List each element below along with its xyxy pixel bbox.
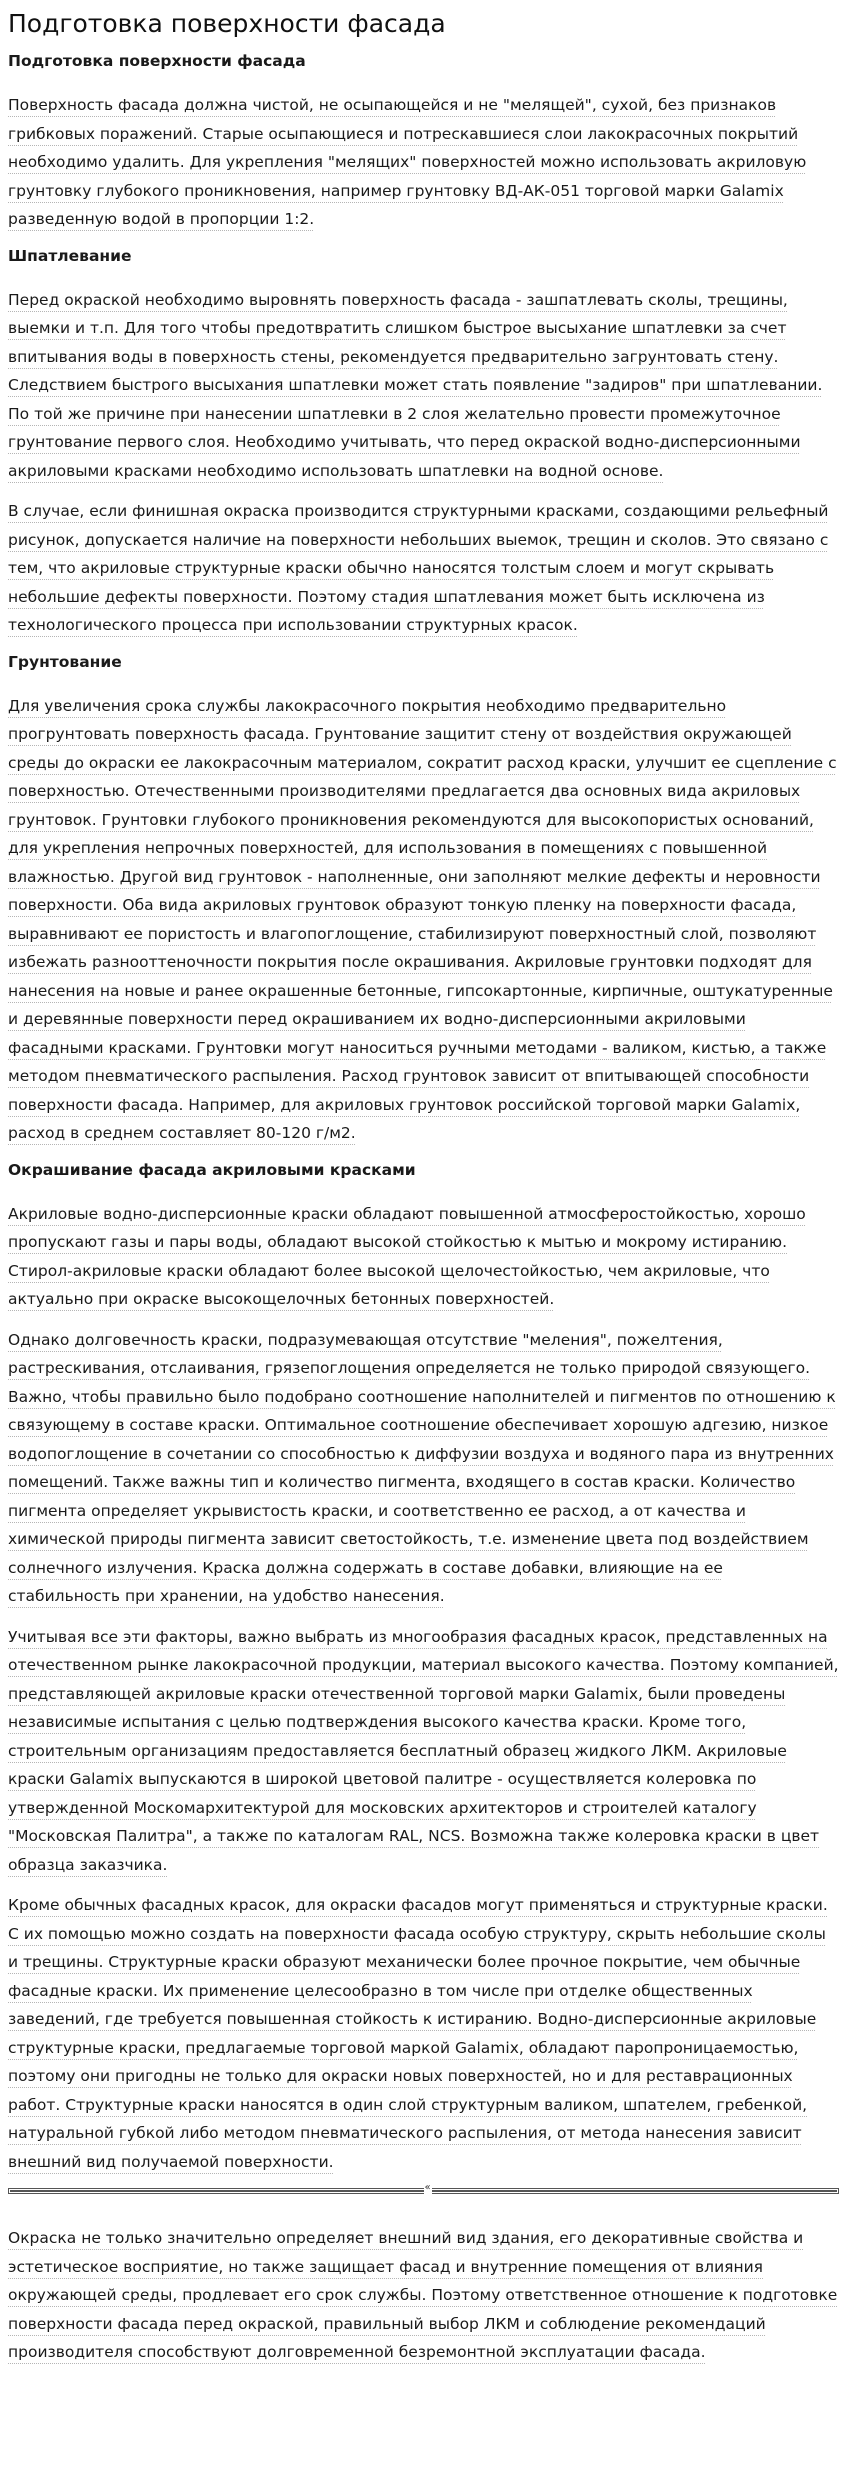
paragraph-text: Однако долговечность краски, подразумевающая отсутствие "меления", пожелтения, растрескивания, отслаивания, грязепоглощения определяется не только природой связующего. Важно, чтобы правильно было подобрано соотношение наполнителей и пигментов по отношению к связующему в составе краски. Оптимальное соотношение обеспечивает хорошую адгезию, низкое водопоглощение в сочетании со способностью к диффузии воздуха и водяного пара из внутренних помещений. Также важны тип и количество пигмента, входящего в состав краски. Количество пигмента определяет укрывистость краски, и соответственно ее расход, а от качества и химической природы пигмента зависит светостойкость, т.е. изменение цвета под воздействием солнечного излучения. Краска должна содержать в составе добавки, влияющие на ее стабильность при хранении, на удобство нанесения.: [8, 1330, 836, 1606]
paragraph: [8, 497, 839, 640]
section-heading-painting: Окрашивание фасада акриловыми красками: [8, 1160, 416, 1179]
paragraph: [8, 1326, 839, 1611]
paragraph: [8, 91, 839, 234]
page-title: Подготовка поверхности фасада: [8, 9, 446, 38]
paragraph-text: Кроме обычных фасадных красок, для окраски фасадов могут применяться и структурные краски. С их помощью можно создать на поверхности фасада особую структуру, скрыть небольшие сколы и трещины. Структурные краски образуют механически более прочное покрытие, чем обычные фасадные краски. Их применение целесообразно в том числе при отделке общественных заведений, где требуется повышенная стойкость к истиранию. Водно-дисперсионные акриловые структурные краски, предлагаемые торговой маркой Galamix, обладают паропроницаемостью, поэтому они пригодны не только для окраски новых поверхностей, но и для реставрационных работ. Структурные краски наносятся в один слой структурным валиком, шпателем, гребенкой, натуральной губкой либо методом пневматического распыления, от метода нанесения зависит внешний вид получаемой поверхности.: [8, 1896, 828, 2171]
paragraph: [8, 286, 839, 486]
paragraph-text: Перед окраской необходимо выровнять поверхность фасада - зашпатлевать сколы, трещины, выемки и т.п. Для того чтобы предотвратить слишком быстрое высыхание шпатлевки за счет впитывания воды в поверхность стены, рекомендуется предварительно загрунтовать стену. Следствием быстрого высыхания шпатлевки может стать появление "задиров" при шпатлевании. По той же причине при нанесении шпатлевки в 2 слоя желательно провести промежуточное грунтование первого слоя. Необходимо учитывать, что перед окраской водно-дисперсионными акриловыми красками необходимо использовать шпатлевки на водной основе.: [8, 290, 823, 480]
paragraph-text: Акриловые водно-дисперсионные краски обладают повышенной атмосферостойкостью, хорошо пропускают газы и пары воды, обладают высокой стойкостью к мытью и мокрому истиранию. Стирол-акриловые краски обладают более высокой щелочестойкостью, чем акриловые, что актуально при окраске высокощелочных бетонных поверхностей.: [8, 1204, 806, 1309]
paragraph: [8, 1891, 839, 2176]
paragraph-text: Для увеличения срока службы лакокрасочного покрытия необходимо предварительно прогрунтовать поверхность фасада. Грунтование защитит стену от воздействия окружающей среды до окраски ее лакокрасочным материалом, сократит расход краски, улучшит ее сцепление с поверхностью. Отечественными производителями предлагается два основных вида акриловых грунтовок. Грунтовки глубокого проникновения рекомендуются для высокопористых оснований, для укрепления непрочных поверхностей, для использования в помещениях с повышенной влажностью. Другой вид грунтовок - наполненные, они заполняют мелкие дефекты и неровности поверхности. Оба вида акриловых грунтовок образуют тонкую пленку на поверхности фасада, выравнивают ее пористость и влагопоглощение, стабилизируют поверхностный слой, позволяют избежать разнооттеночности покрытия после окрашивания. Акриловые грунтовки подходят для нанесения на новые и ранее окрашенные бетонные, гипсокартонные, кирпичные, оштукатуренные и деревянные поверхности перед окрашиванием их водно-дисперсионными акриловыми фасадными красками. Грунтовки могут наноситься ручными методами - валиком, кистью, а также методом пневматического распыления. Расход грунтовок зависит от впитывающей способности поверхности фасада. Например, для акриловых грунтовок российской торговой марки Galamix, расход в среднем составляет 80-120 г/м2.: [8, 696, 837, 1143]
section-heading-puttying: Шпатлевание: [8, 246, 132, 265]
section-heading-preparation: Подготовка поверхности фасада: [8, 52, 306, 71]
paragraph: [8, 1200, 839, 1314]
paragraph: [8, 1623, 839, 1880]
section-heading-priming: Грунтование: [8, 652, 122, 671]
divider-mark: «: [424, 2182, 431, 2194]
paragraph: [8, 692, 839, 1148]
paragraph-text: В случае, если финишная окраска производится структурными красками, создающими рельефный рисунок, допускается наличие на поверхности небольших выемок, трещин и сколов. Это связано с тем, что акриловые структурные краски обычно наносятся толстым слоем и могут скрывать небольшие дефекты поверхности. Поэтому стадия шпатлевания может быть исключена из технологического процесса при использовании структурных красок.: [8, 502, 829, 635]
horizontal-divider: [8, 2182, 839, 2194]
paragraph-text: Учитывая все эти факторы, важно выбрать из многообразия фасадных красок, представленных на отечественном рынке лакокрасочной продукции, материал высокого качества. Поэтому компанией, представляющей акриловые краски отечественной торговой марки Galamix, были проведены независимые испытания с целью подтверждения высокого качества краски. Кроме того, строительным организациям предоставляется бесплатный образец жидкого ЛКМ. Акриловые краски Galamix выпускаются в широкой цветовой палитре - осуществляется колеровка по утвержденной Москомархитектурой для московских архитекторов и строителей каталогу "Московская Палитра", а также по каталогам RAL, NCS. Возможна также колеровка краски в цвет образца заказчика.: [8, 1627, 839, 1874]
paragraph-text: Окраска не только значительно определяет внешний вид здания, его декоративные свойства и эстетическое восприятие, но также защищает фасад и внутренние помещения от влияния окружающей среды, продлевает его срок службы. Поэтому ответственное отношение к подготовке поверхности фасада перед окраской, правильный выбор ЛКМ и соблюдение рекомендаций производителя способствуют долговременной безремонтной эксплуатации фасада.: [8, 2229, 838, 2362]
closing-paragraph: [8, 2224, 839, 2367]
paragraph-text: Поверхность фасада должна чистой, не осыпающейся и не "мелящей", сухой, без признаков грибковых поражений. Старые осыпающиеся и потрескавшиеся слои лакокрасочных покрытий необходимо удалить. Для укрепления "мелящих" поверхностей можно использовать акриловую грунтовку глубокого проникновения, например грунтовку ВД-АК-051 торговой марки Galamix разведенную водой в пропорции 1:2.: [8, 96, 807, 229]
